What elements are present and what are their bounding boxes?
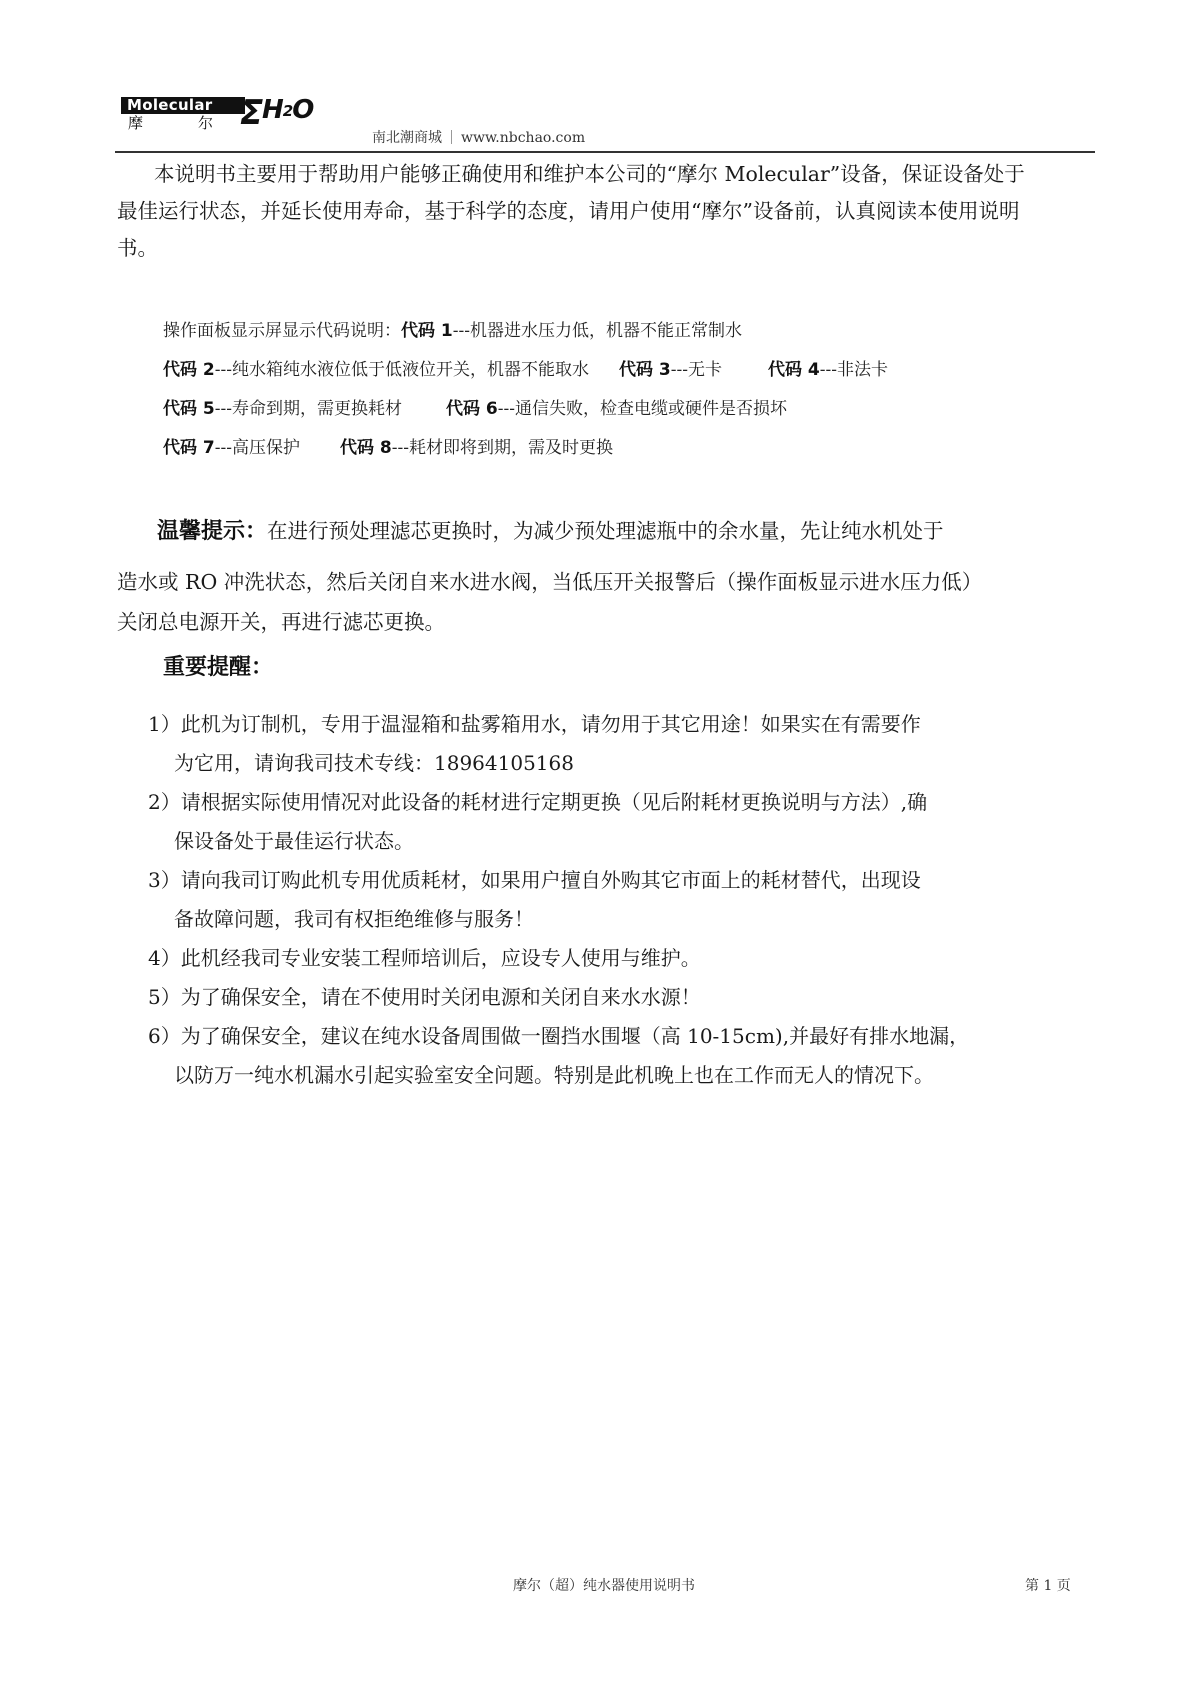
list-text-cont: 以防万一纯水机漏水引起实验室安全问题。特别是此机晚上也在工作而无人的情况下。 [174,1063,934,1087]
code-desc: 无卡 [687,360,722,380]
logo-brand-en: Molecular [121,97,245,114]
code-line-3 [163,398,787,420]
code-desc: 高压保护 [231,438,300,458]
intro-paragraph: 本说明书主要用于帮助用户能够正确使用和维护本公司的“摩尔 Molecular”设备，保证设备处于最佳运行状态，并延长使用寿命，基于科学的态度，请用户使用“摩尔”设备前，认真阅读本使用说明书。 [117,162,1025,260]
logo-brand-cn-1: 摩 [128,114,144,132]
code-sep: --- [497,399,515,419]
list-text: 请根据实际使用情况对此设备的耗材进行定期更换（见后附耗材更换说明与方法）,确 [180,790,928,814]
logo-sigma-icon: Σ [240,93,264,133]
footer-doc-title: 摩尔（超）纯水器使用说明书 [513,1578,695,1594]
tip-title: 温馨提示： [157,519,268,544]
code-desc: 机器进水压力低，机器不能正常制水 [469,321,742,341]
list-item [148,1017,1048,1095]
list-text-cont: 保设备处于最佳运行状态。 [174,829,414,853]
code-desc: 非法卡 [836,360,888,380]
list-num: 6） [148,1024,181,1048]
list-text: 此机经我司专业安装工程师培训后，应设专人使用与维护。 [180,946,701,970]
code-sep: --- [452,321,470,341]
list-text-cont: 为它用，请询我司技术专线：18964105168 [174,751,574,775]
list-num: 2） [148,790,181,814]
logo-formula [262,95,313,126]
code-sep: --- [391,438,409,458]
code-label: 代码 1 [401,321,453,341]
important-list [148,705,1048,1095]
list-num: 3） [148,868,181,892]
code-desc: 通信失败，检查电缆或硬件是否损坏 [514,399,787,419]
list-item [148,939,1048,978]
logo-formula-h: H [262,95,283,125]
logo-formula-o: O [292,95,314,125]
separator [451,130,452,144]
footer-page-number: 第 1 页 [1025,1578,1071,1594]
tip-line-1 [157,513,944,550]
site-url[interactable]: www.nbchao.com [461,130,586,146]
code-label: 代码 3 [618,360,671,380]
list-text: 请向我司订购此机专用优质耗材，如果用户擅自外购其它市面上的耗材替代，出现设 [180,868,921,892]
logo-formula-sub: 2 [282,102,293,120]
code-label: 代码 5 [163,399,215,419]
code-line-4 [163,437,613,459]
codes-heading: 操作面板显示屏显示代码说明： [163,321,401,341]
list-text-cont: 备故障问题，我司有权拒绝维修与服务！ [174,907,534,931]
code-label: 代码 2 [163,360,215,380]
list-item [148,861,1048,939]
code-sep: --- [214,438,232,458]
tip-line-2: 造水或 RO 冲洗状态，然后关闭自来水进水阀，当低压开关报警后（操作面板显示进水压力低） [117,570,983,594]
code-label: 代码 8 [339,438,392,458]
list-item [148,705,1048,783]
code-label: 代码 4 [767,360,820,380]
list-num: 5） [148,985,181,1009]
site-name: 南北潮商城 [372,130,442,146]
list-item [148,783,1048,861]
code-sep: --- [670,360,688,380]
logo-brand-cn-2: 尔 [198,114,214,132]
list-text: 为了确保安全，建议在纯水设备周围做一圈挡水围堰（高 10-15cm),并最好有排水地漏， [180,1024,970,1048]
code-desc: 纯水箱纯水液位低于低液位开关，机器不能取水 [231,360,589,380]
tip-text-1: 在进行预处理滤芯更换时，为减少预处理滤瓶中的余水量，先让纯水机处于 [267,519,944,543]
site-banner [372,129,585,147]
code-label: 代码 7 [163,438,215,458]
list-text: 为了确保安全，请在不使用时关闭电源和关闭自来水水源！ [180,985,701,1009]
list-item [148,978,1048,1017]
code-sep: --- [214,399,232,419]
header-divider [115,151,1095,153]
list-num: 1） [148,712,181,736]
code-label: 代码 6 [445,399,498,419]
code-sep: --- [819,360,837,380]
important-title: 重要提醒： [163,655,274,680]
code-line-2 [163,359,888,381]
list-num: 4） [148,946,181,970]
code-desc: 耗材即将到期，需及时更换 [408,438,613,458]
code-line-1 [163,320,742,342]
tip-line-3: 关闭总电源开关，再进行滤芯更换。 [117,610,445,634]
list-text: 此机为订制机，专用于温湿箱和盐雾箱用水，请勿用于其它用途！如果实在有需要作 [180,712,921,736]
code-desc: 寿命到期，需更换耗材 [231,399,402,419]
code-sep: --- [214,360,232,380]
